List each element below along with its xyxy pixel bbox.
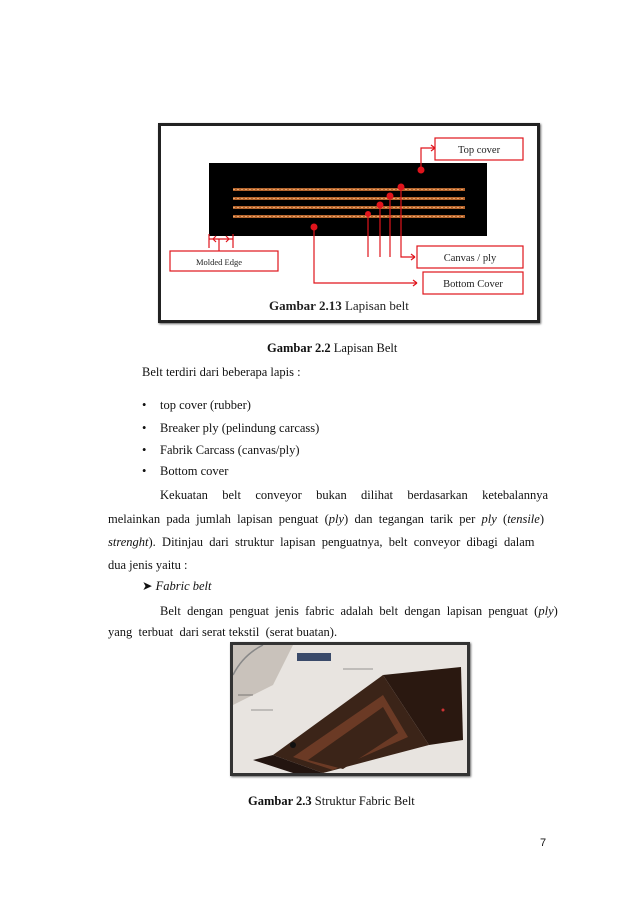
molded-edge-label: Molded Edge bbox=[195, 257, 243, 267]
fabric-belt-photo bbox=[233, 645, 467, 773]
bullet-item: • top cover (rubber) bbox=[142, 398, 251, 412]
bullet-item: • Bottom cover bbox=[142, 464, 229, 478]
intro-text: Belt terdiri dari beberapa lapis : bbox=[142, 365, 301, 379]
inner-caption: Gambar 2.13 Lapisan belt bbox=[269, 298, 409, 313]
fabric-belt-heading: ➤ Fabric belt bbox=[142, 579, 212, 593]
paragraph-1-line-4: dua jenis yaitu : bbox=[108, 558, 188, 572]
belt-layers-figure bbox=[158, 123, 540, 323]
paragraph-2-line-2: yang terbuat dari serat tekstil (serat buatan). bbox=[108, 625, 338, 639]
top-cover-label: Top cover bbox=[457, 145, 501, 156]
page-number: 7 bbox=[540, 837, 547, 849]
paragraph-1-line-2: melainkan pada jumlah lapisan penguat (ply) dan tegangan tarik per ply (tensile) bbox=[108, 512, 545, 526]
paragraph-2-line-1: Belt dengan penguat jenis fabric adalah belt dengan lapisan penguat (ply) bbox=[160, 604, 558, 618]
fabric-belt-figure bbox=[230, 642, 470, 776]
bullet-item: • Fabrik Carcass (canvas/ply) bbox=[142, 443, 300, 457]
paragraph-1-line-1: Kekuatan belt conveyor bukan dilihat berdasarkan ketebalannya bbox=[160, 488, 548, 502]
paragraph-1-line-3: strenght). Ditinjau dari struktur lapisan penguatnya, belt conveyor dibagi dalam bbox=[108, 535, 535, 549]
bullet-item: • Breaker ply (pelindung carcass) bbox=[142, 421, 320, 435]
canvas-ply-label: Canvas / ply bbox=[443, 253, 497, 264]
bottom-cover-label: Bottom Cover bbox=[443, 279, 503, 290]
belt-layers-diagram bbox=[161, 126, 537, 320]
figure-caption-2: Gambar 2.3 Struktur Fabric Belt bbox=[248, 794, 415, 808]
figure-caption-1: Gambar 2.2 Lapisan Belt bbox=[267, 341, 398, 355]
arrow-bullet-icon: ➤ bbox=[142, 579, 153, 593]
